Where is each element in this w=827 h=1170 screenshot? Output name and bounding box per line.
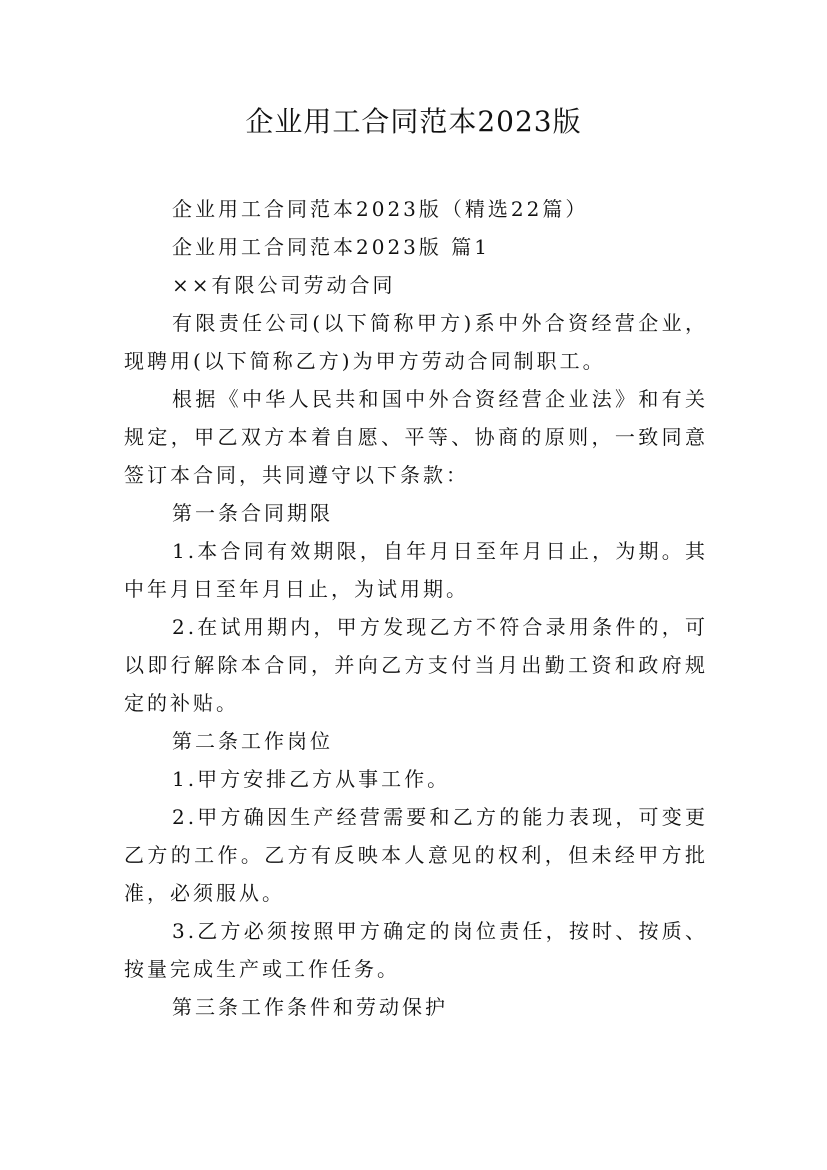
document-title: 企业用工合同范本2023版 xyxy=(245,105,582,138)
paragraph-subtitle: 企业用工合同范本2023版（精选22篇） xyxy=(172,197,589,221)
paragraph-part-heading: 企业用工合同范本2023版 篇1 xyxy=(172,235,490,259)
paragraph-basis: 根据《中华人民共和国中外合资经营企业法》和有关规定，甲乙双方本着自愿、平等、协商的原则，一致同意签订本合同，共同遵守以下条款： xyxy=(124,387,708,487)
article-3-heading: 第三条工作条件和劳动保护 xyxy=(172,995,448,1019)
paragraph-contract-name: ××有限公司劳动合同 xyxy=(172,273,396,297)
article-2-heading: 第二条工作岗位 xyxy=(172,729,333,753)
article-1-clause-2: 2.在试用期内，甲方发现乙方不符合录用条件的，可以即行解除本合同，并向乙方支付当月出勤工资和政府规定的补贴。 xyxy=(124,615,708,715)
article-2-clause-1: 1.甲方安排乙方从事工作。 xyxy=(172,767,451,791)
article-1-clause-1: 1.本合同有效期限，自年月日至年月日止，为期。其中年月日至年月日止，为试用期。 xyxy=(124,539,708,601)
article-2-clause-3: 3.乙方必须按照甲方确定的岗位责任，按时、按质、按量完成生产或工作任务。 xyxy=(124,919,708,981)
article-2-clause-2: 2.甲方确因生产经营需要和乙方的能力表现，可变更乙方的工作。乙方有反映本人意见的权利，但未经甲方批准，必须服从。 xyxy=(124,805,708,905)
document-body xyxy=(124,190,708,1026)
paragraph-parties: 有限责任公司(以下简称甲方)系中外合资经营企业，现聘用(以下简称乙方)为甲方劳动合同制职工。 xyxy=(124,311,708,373)
article-1-heading: 第一条合同期限 xyxy=(172,501,333,525)
